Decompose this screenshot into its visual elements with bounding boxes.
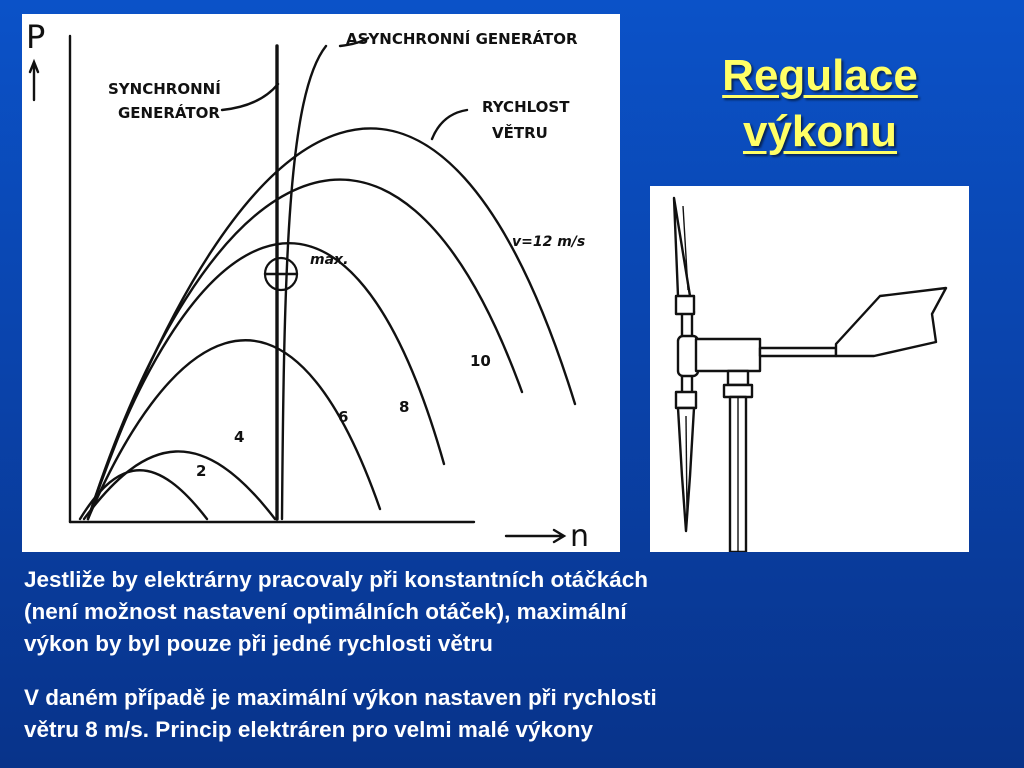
turbine-svg: [650, 186, 969, 552]
label-wind-speed-2: VĚTRU: [492, 124, 548, 142]
curve-label-2: 2: [196, 462, 207, 480]
label-v12: v=12 m/s: [512, 234, 586, 250]
x-axis-arrow: [506, 530, 564, 542]
nacelle: [696, 339, 760, 371]
label-synchronous-2: GENERÁTOR: [118, 104, 220, 122]
title-line-1: Regulace: [722, 51, 918, 100]
curve-12: [88, 128, 575, 519]
tail-fin: [836, 288, 946, 356]
y-axis-arrow: [30, 62, 38, 100]
curve-4: [84, 451, 275, 519]
diagram-svg: [22, 14, 620, 552]
label-max: max.: [310, 252, 349, 268]
paragraph-constant-speed: Jestliže by elektrárny pracovaly při konstantních otáčkách (není možnost nastavení optimálních otáček), maximální výkon by byl pouze při jedné rychlosti větru: [24, 567, 649, 656]
power-curve-diagram: [22, 14, 620, 552]
title-line-2: výkonu: [742, 107, 898, 156]
curve-label-8: 8: [399, 398, 410, 416]
y-axis-label: P: [26, 18, 46, 56]
tail-boom: [760, 348, 836, 356]
label-asynchronous: ASYNCHRONNÍ GENERÁTOR: [346, 30, 578, 48]
curve-label-4: 4: [234, 428, 245, 446]
wind-turbine-illustration: [650, 186, 969, 552]
curve-10: [88, 180, 522, 519]
curve-label-10: 10: [470, 352, 491, 370]
curve-label-6: 6: [338, 408, 349, 426]
slide-title: [640, 48, 1000, 160]
asynchronous-curve: [282, 46, 326, 519]
x-axis-label: n: [570, 519, 590, 552]
leader-wind-speed: [432, 110, 467, 139]
label-synchronous-1: SYNCHRONNÍ: [108, 80, 221, 98]
leader-synchronous: [222, 84, 278, 110]
label-wind-speed-1: RYCHLOST: [482, 98, 570, 116]
paragraph-max-power: V daném případě je maximální výkon nastaven při rychlosti větru 8 m/s. Princip elektráren pro velmi malé výkony: [24, 685, 657, 742]
